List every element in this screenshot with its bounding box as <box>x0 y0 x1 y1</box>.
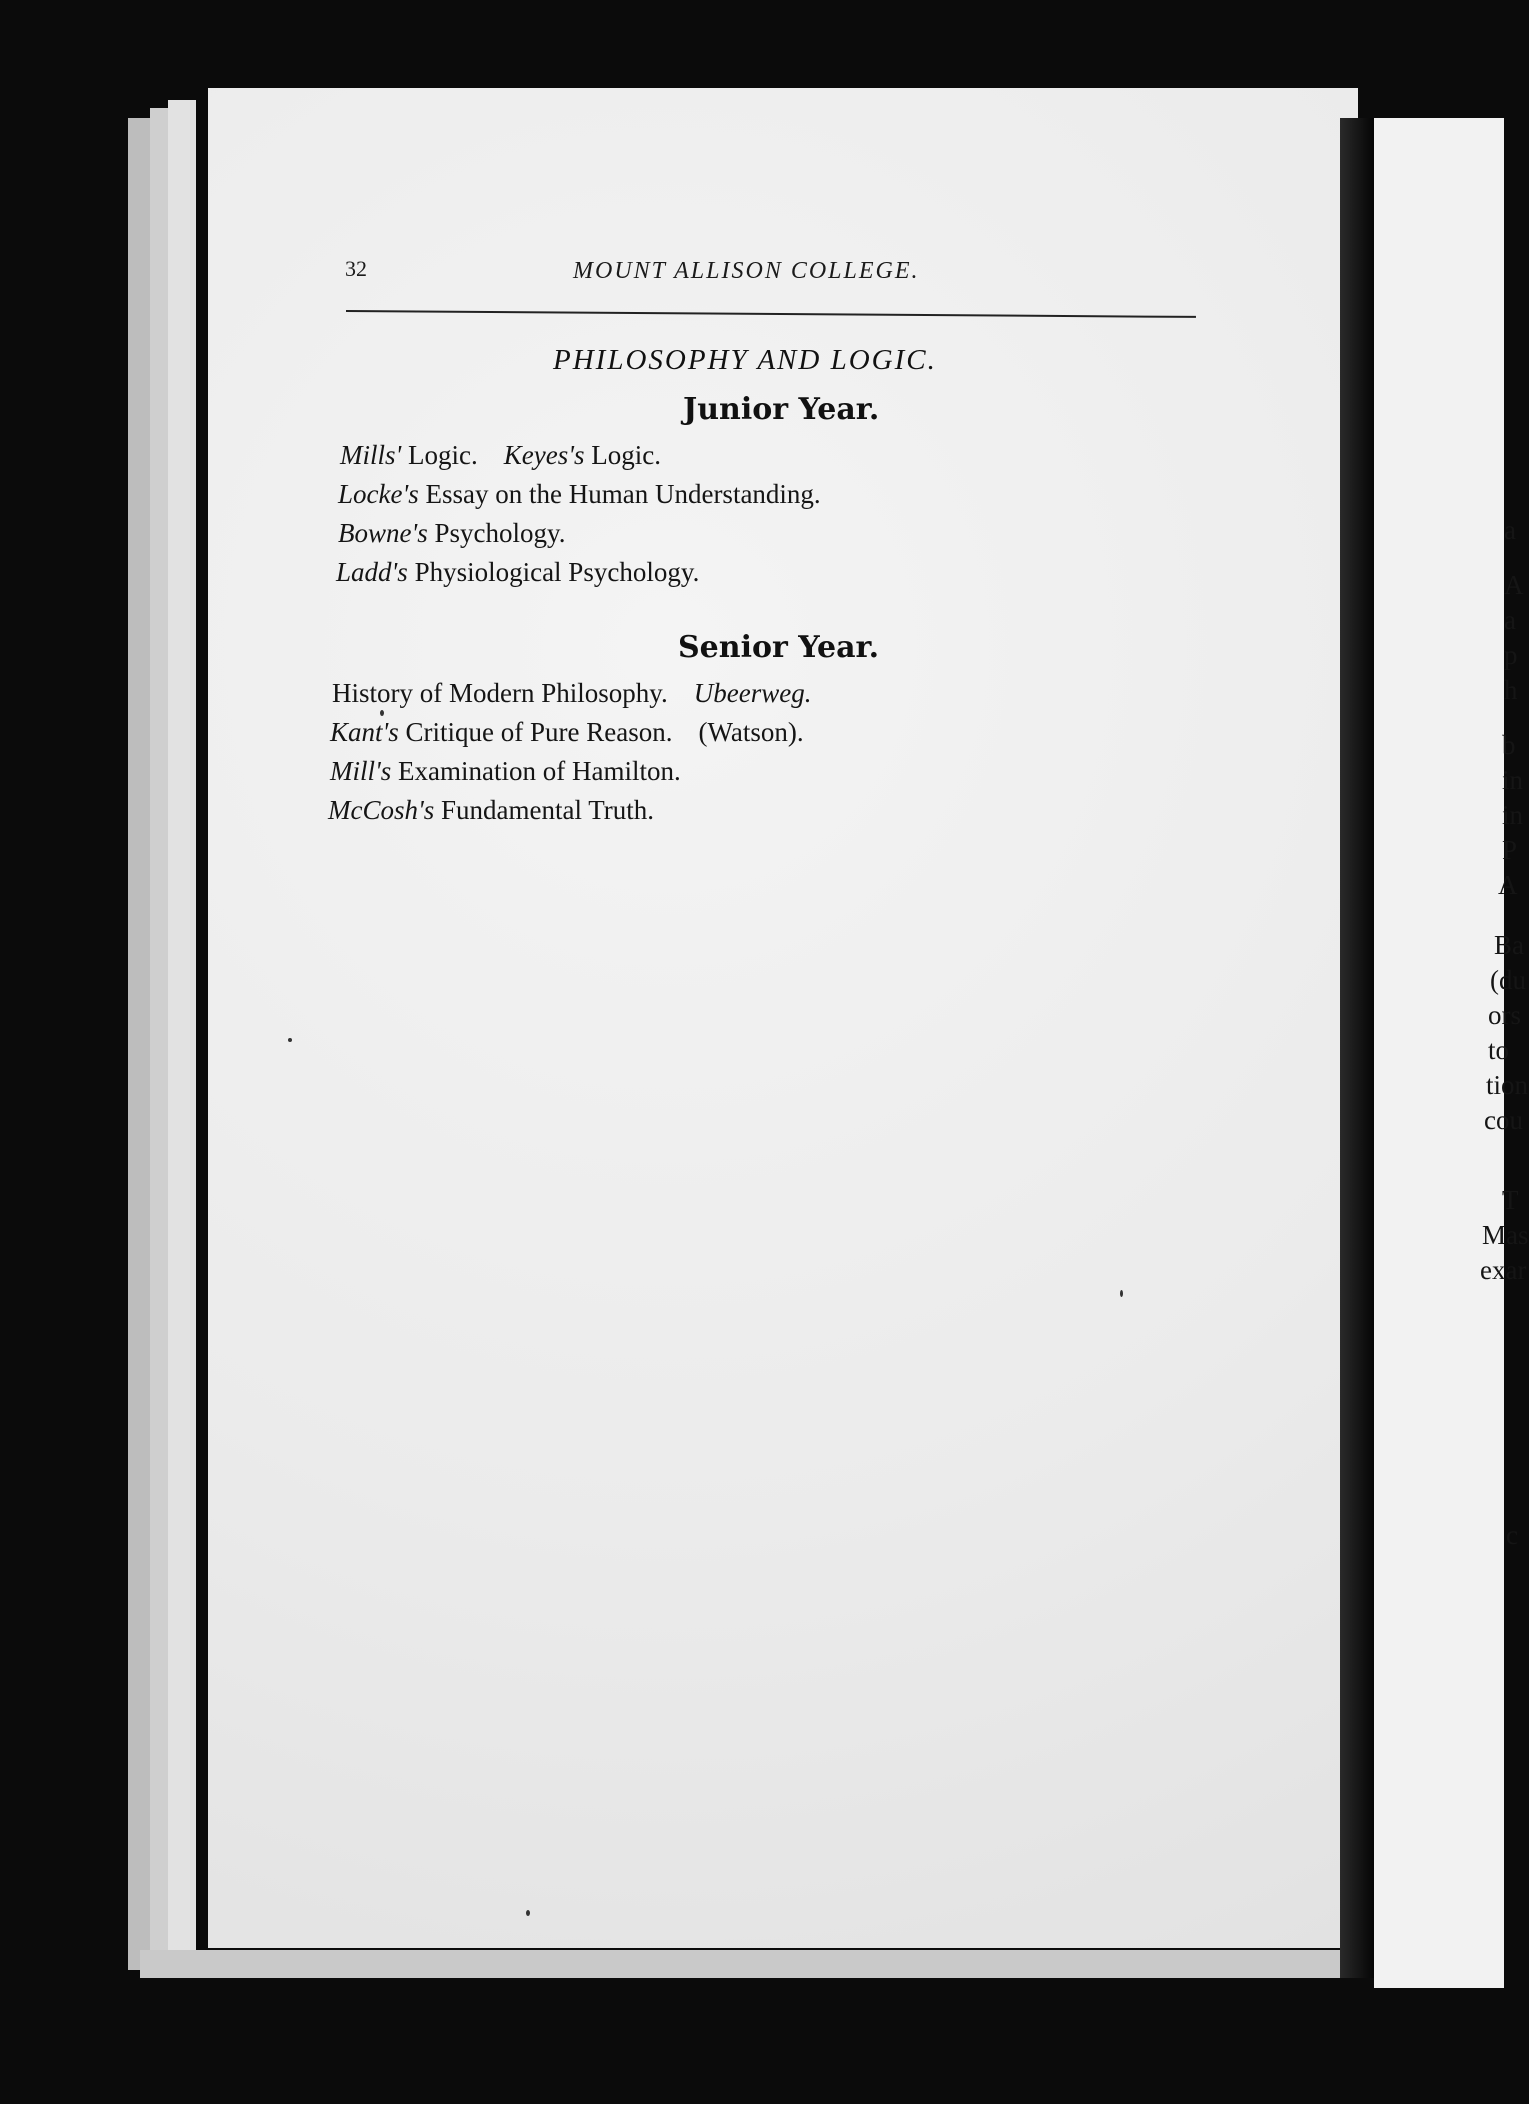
ink-speck <box>526 1910 530 1916</box>
entry-title: Fundamental Truth. <box>434 795 655 825</box>
facing-page <box>1374 118 1529 1988</box>
reading-list-entry <box>336 557 699 588</box>
section-title: PHILOSOPHY AND LOGIC. <box>553 344 937 376</box>
facing-page-fragment: P <box>1502 835 1518 865</box>
entry-title: Logic. <box>584 440 661 470</box>
entry-title: History of Modern Philosophy. <box>332 678 668 708</box>
junior-year-heading: Junior Year. <box>683 392 880 427</box>
facing-page-fragment: in <box>1502 765 1524 795</box>
facing-page-fragment: cou <box>1484 1105 1523 1135</box>
header-rule <box>346 310 1196 318</box>
ink-speck <box>1120 1290 1123 1297</box>
entry-author: Keyes's <box>503 440 585 470</box>
entry-author: Ubeerweg. <box>693 678 812 708</box>
facing-page-fragment: A <box>1504 570 1524 600</box>
senior-year-heading: Senior Year. <box>678 630 880 665</box>
entry-author: Locke's <box>338 479 419 509</box>
entry-title: Logic. <box>401 440 478 470</box>
facing-page-fragment: Ba <box>1494 930 1524 960</box>
facing-page-fragment: c <box>1506 1520 1518 1550</box>
facing-page-fragment: exar <box>1480 1255 1527 1285</box>
reading-list-entry <box>340 440 661 471</box>
running-head: MOUNT ALLISON COLLEGE. <box>573 258 920 284</box>
page-number: 32 <box>345 256 367 281</box>
facing-page-fragment: h <box>1504 675 1518 705</box>
facing-page-fragment: in <box>1502 800 1524 830</box>
reading-list-entry <box>328 795 654 826</box>
facing-page-fragment: tion <box>1486 1070 1529 1100</box>
page-edge-bottom <box>140 1950 1340 1978</box>
page-edge <box>168 100 196 1972</box>
facing-page-fragment: b <box>1502 730 1516 760</box>
facing-page-fragment: p <box>1504 640 1518 670</box>
facing-page-fragment: ors <box>1488 1000 1521 1030</box>
reading-list-entry <box>338 518 566 549</box>
page-header <box>208 256 1358 296</box>
entry-title: (Watson). <box>698 717 804 747</box>
facing-page-fragment: T <box>1502 1185 1519 1215</box>
book-page <box>208 88 1358 1948</box>
entry-title: Physiological Psychology. <box>407 557 700 587</box>
entry-author: Kant's <box>330 717 399 747</box>
reading-list-entry <box>330 717 804 748</box>
entry-author: McCosh's <box>328 795 435 825</box>
reading-list-entry <box>338 479 821 510</box>
facing-page-fragment: a <box>1504 605 1516 635</box>
entry-title: Essay on the Human Understanding. <box>418 479 821 509</box>
book-gutter <box>1340 118 1374 1978</box>
ink-speck <box>380 710 384 716</box>
entry-author: Mills' <box>340 440 402 470</box>
facing-page-fragment: A <box>1498 870 1518 900</box>
reading-list-entry <box>332 678 811 709</box>
facing-page-fragment: (du <box>1490 965 1526 995</box>
entry-title: Psychology. <box>427 518 566 548</box>
entry-author: Bowne's <box>338 518 428 548</box>
facing-page-fragment: to <box>1488 1035 1510 1065</box>
entry-author: Mill's <box>330 756 392 786</box>
entry-author: Ladd's <box>336 557 408 587</box>
entry-title: Examination of Hamilton. <box>391 756 681 786</box>
reading-list-entry <box>330 756 681 787</box>
ink-speck <box>288 1038 292 1042</box>
facing-page-fragment: a <box>1504 515 1516 545</box>
facing-page-fragment: Mas <box>1482 1220 1529 1250</box>
entry-title: Critique of Pure Reason. <box>398 717 673 747</box>
